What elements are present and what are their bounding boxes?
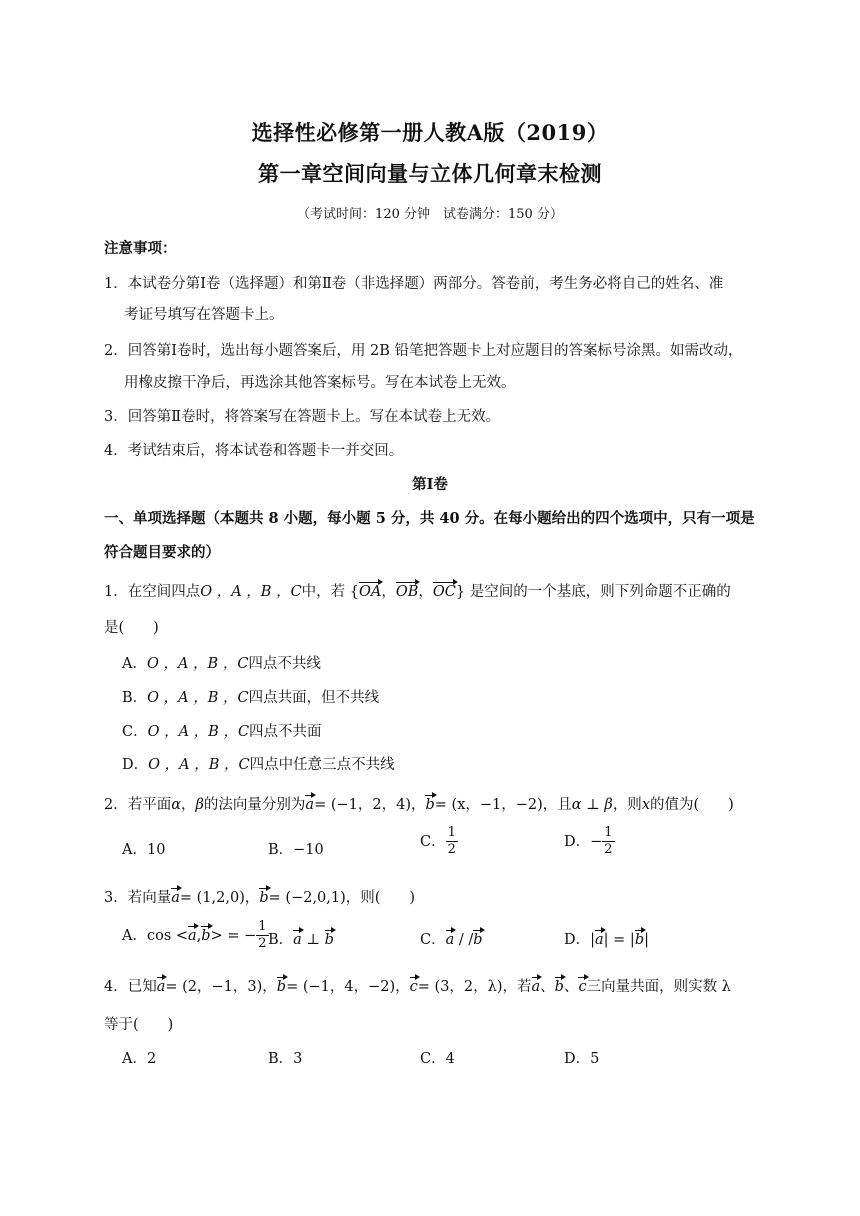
note-item: 考证号填写在答题卡上。 <box>124 307 284 323</box>
exam-subtitle: （考试时间：120 分钟 试卷满分：150 分） <box>297 207 563 222</box>
q4-option-d[interactable]: D．5 <box>564 1051 600 1067</box>
part-heading-cont: 符合题目要求的） <box>104 544 220 561</box>
question-4-stem-cont: 等于( ) <box>104 1017 174 1033</box>
note-item: 3．回答第Ⅱ卷时，将答案写在答题卡上。写在本试卷上无效。 <box>104 409 501 425</box>
q2-option-d[interactable]: D．− $\frac{1}{2}$ <box>564 825 613 858</box>
question-1-stem-cont: 是( ) <box>104 620 159 636</box>
q3-option-a[interactable]: A．cos <a,b> = − $\frac{1}{2}$ <box>122 919 267 952</box>
fraction: $\frac{1}{2}$ <box>604 825 613 858</box>
note-item: 1．本试卷分第Ⅰ卷（选择题）和第Ⅱ卷（非选择题）两部分。答卷前，考生务必将自己的姓名、准 <box>104 276 724 292</box>
q3-option-d[interactable]: D．|a| = |b| <box>564 932 649 948</box>
q4-option-c[interactable]: C．4 <box>420 1051 455 1067</box>
exam-title-line2: 第一章空间向量与立体几何章末检测 <box>258 161 602 186</box>
fraction: $\frac{1}{2}$ <box>258 919 267 952</box>
q1-option-a[interactable]: A．O ，A ，B ，C四点不共线 <box>122 656 321 672</box>
question-4-stem: 4．已知a= (2，−1，3)，b= (−1，4，−2)，c= (3，2，λ)，若a、b、c三向量共面，则实数 λ <box>104 979 731 995</box>
q3-option-b[interactable]: B．a ⊥ b <box>268 932 334 948</box>
q1-option-d[interactable]: D．O ，A ，B ，C四点中任意三点不共线 <box>122 757 395 773</box>
question-3-stem: 3．若向量a= (1,2,0)，b= (−2,0,1)，则( ) <box>104 890 416 906</box>
q1-option-c[interactable]: C．O ，A ，B ，C四点不共面 <box>122 724 322 740</box>
note-item: 2．回答第Ⅰ卷时，选出每小题答案后，用 2B 铅笔把答题卡上对应题目的答案标号涂黑。如需改动， <box>104 343 743 359</box>
q2-option-b[interactable]: B．−10 <box>268 842 324 858</box>
notes-heading: 注意事项： <box>104 240 177 257</box>
note-item: 用橡皮擦干净后，再选涂其他答案标号。写在本试卷上无效。 <box>124 375 516 391</box>
q1-option-b[interactable]: B．O ，A ，B ，C四点共面，但不共线 <box>122 690 380 706</box>
exam-title-line1: 选择性必修第一册人教A版（2019） <box>251 120 609 145</box>
question-1-stem: 1．在空间四点O ，A ，B ，C中，若 {OA，OB，OC} 是空间的一个基底，则下列命题不正确的 <box>104 584 731 600</box>
fraction: $\frac{1}{2}$ <box>447 825 456 858</box>
q2-option-c[interactable]: C． $\frac{1}{2}$ <box>420 825 456 858</box>
question-2-stem: 2．若平面α，β的法向量分别为a= (−1，2，4)，b= (x，−1，−2)，且α ⊥ β，则x的值为( ) <box>104 797 734 813</box>
part-heading: 一、单项选择题（本题共 8 小题，每小题 5 分，共 40 分。在每小题给出的四个选项中，只有一项是 <box>104 510 755 527</box>
volume-title: 第Ⅰ卷 <box>412 476 448 493</box>
note-item: 4．考试结束后，将本试卷和答题卡一并交回。 <box>104 443 404 459</box>
q3-option-c[interactable]: C．a / /b <box>420 932 483 948</box>
q2-option-a[interactable]: A．10 <box>122 842 166 858</box>
q4-option-a[interactable]: A．2 <box>122 1051 157 1067</box>
q4-option-b[interactable]: B．3 <box>268 1051 303 1067</box>
